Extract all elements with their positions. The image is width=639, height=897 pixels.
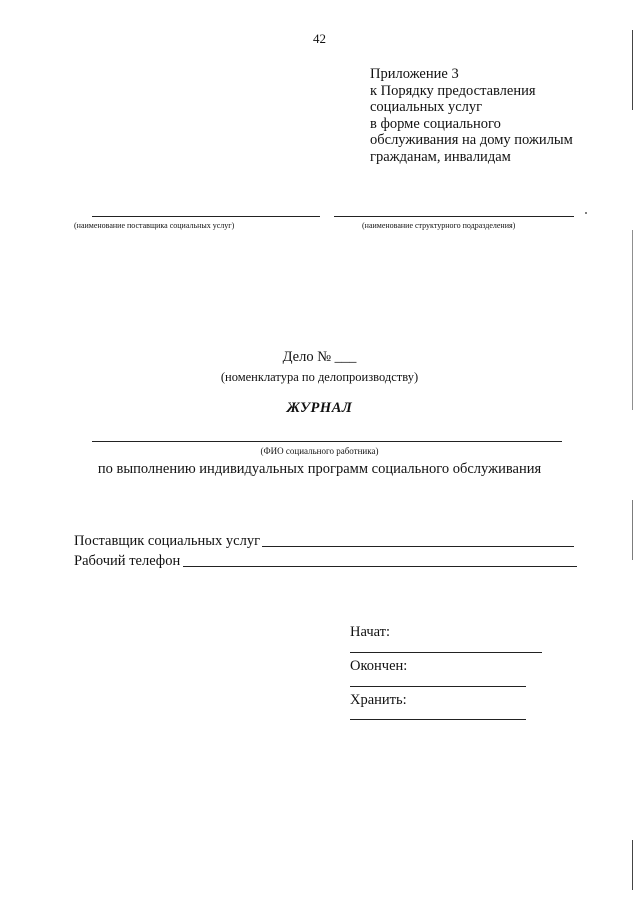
- appendix-block: [370, 66, 573, 165]
- division-name-line: [334, 216, 574, 217]
- scan-edge-line: [632, 840, 633, 890]
- started-label: Начат:: [350, 624, 391, 640]
- provider-name-line: [92, 216, 320, 217]
- appendix-line: в форме социального: [370, 115, 501, 132]
- appendix-line: Приложение 3: [370, 66, 459, 82]
- finished-label: Окончен:: [350, 658, 408, 674]
- started-line: [350, 652, 542, 653]
- scan-edge-line: [632, 230, 633, 410]
- finished-line: [350, 686, 526, 687]
- division-name-caption: (наименование структурного подразделения): [362, 221, 516, 230]
- scan-speck: [585, 212, 587, 214]
- provider-label: Поставщик социальных услуг: [74, 533, 261, 549]
- provider-field-line: [262, 546, 574, 547]
- phone-field-line: [183, 566, 577, 567]
- worker-name-caption: (ФИО социального работника): [260, 446, 379, 456]
- keep-line: [350, 719, 526, 720]
- journal-subtitle: по выполнению индивидуальных программ социального обслуживания: [97, 461, 542, 477]
- appendix-line: социальных услуг: [370, 99, 483, 115]
- case-number: Дело № ___: [282, 349, 357, 365]
- appendix-line: обслуживания на дому пожилым: [370, 132, 573, 148]
- scan-edge-line: [632, 30, 633, 110]
- journal-title: ЖУРНАЛ: [286, 400, 353, 416]
- appendix-line: гражданам, инвалидам: [370, 148, 511, 165]
- nomenclature-caption: (номенклатура по делопроизводству): [220, 370, 419, 384]
- worker-name-line: [92, 441, 562, 442]
- appendix-line: к Порядку предоставления: [370, 82, 536, 99]
- keep-label: Хранить:: [350, 692, 407, 708]
- provider-name-caption: (наименование поставщика социальных услуг): [74, 221, 235, 230]
- phone-label: Рабочий телефон: [74, 553, 181, 569]
- page-number: 42: [313, 31, 326, 46]
- scan-edge-line: [632, 500, 633, 560]
